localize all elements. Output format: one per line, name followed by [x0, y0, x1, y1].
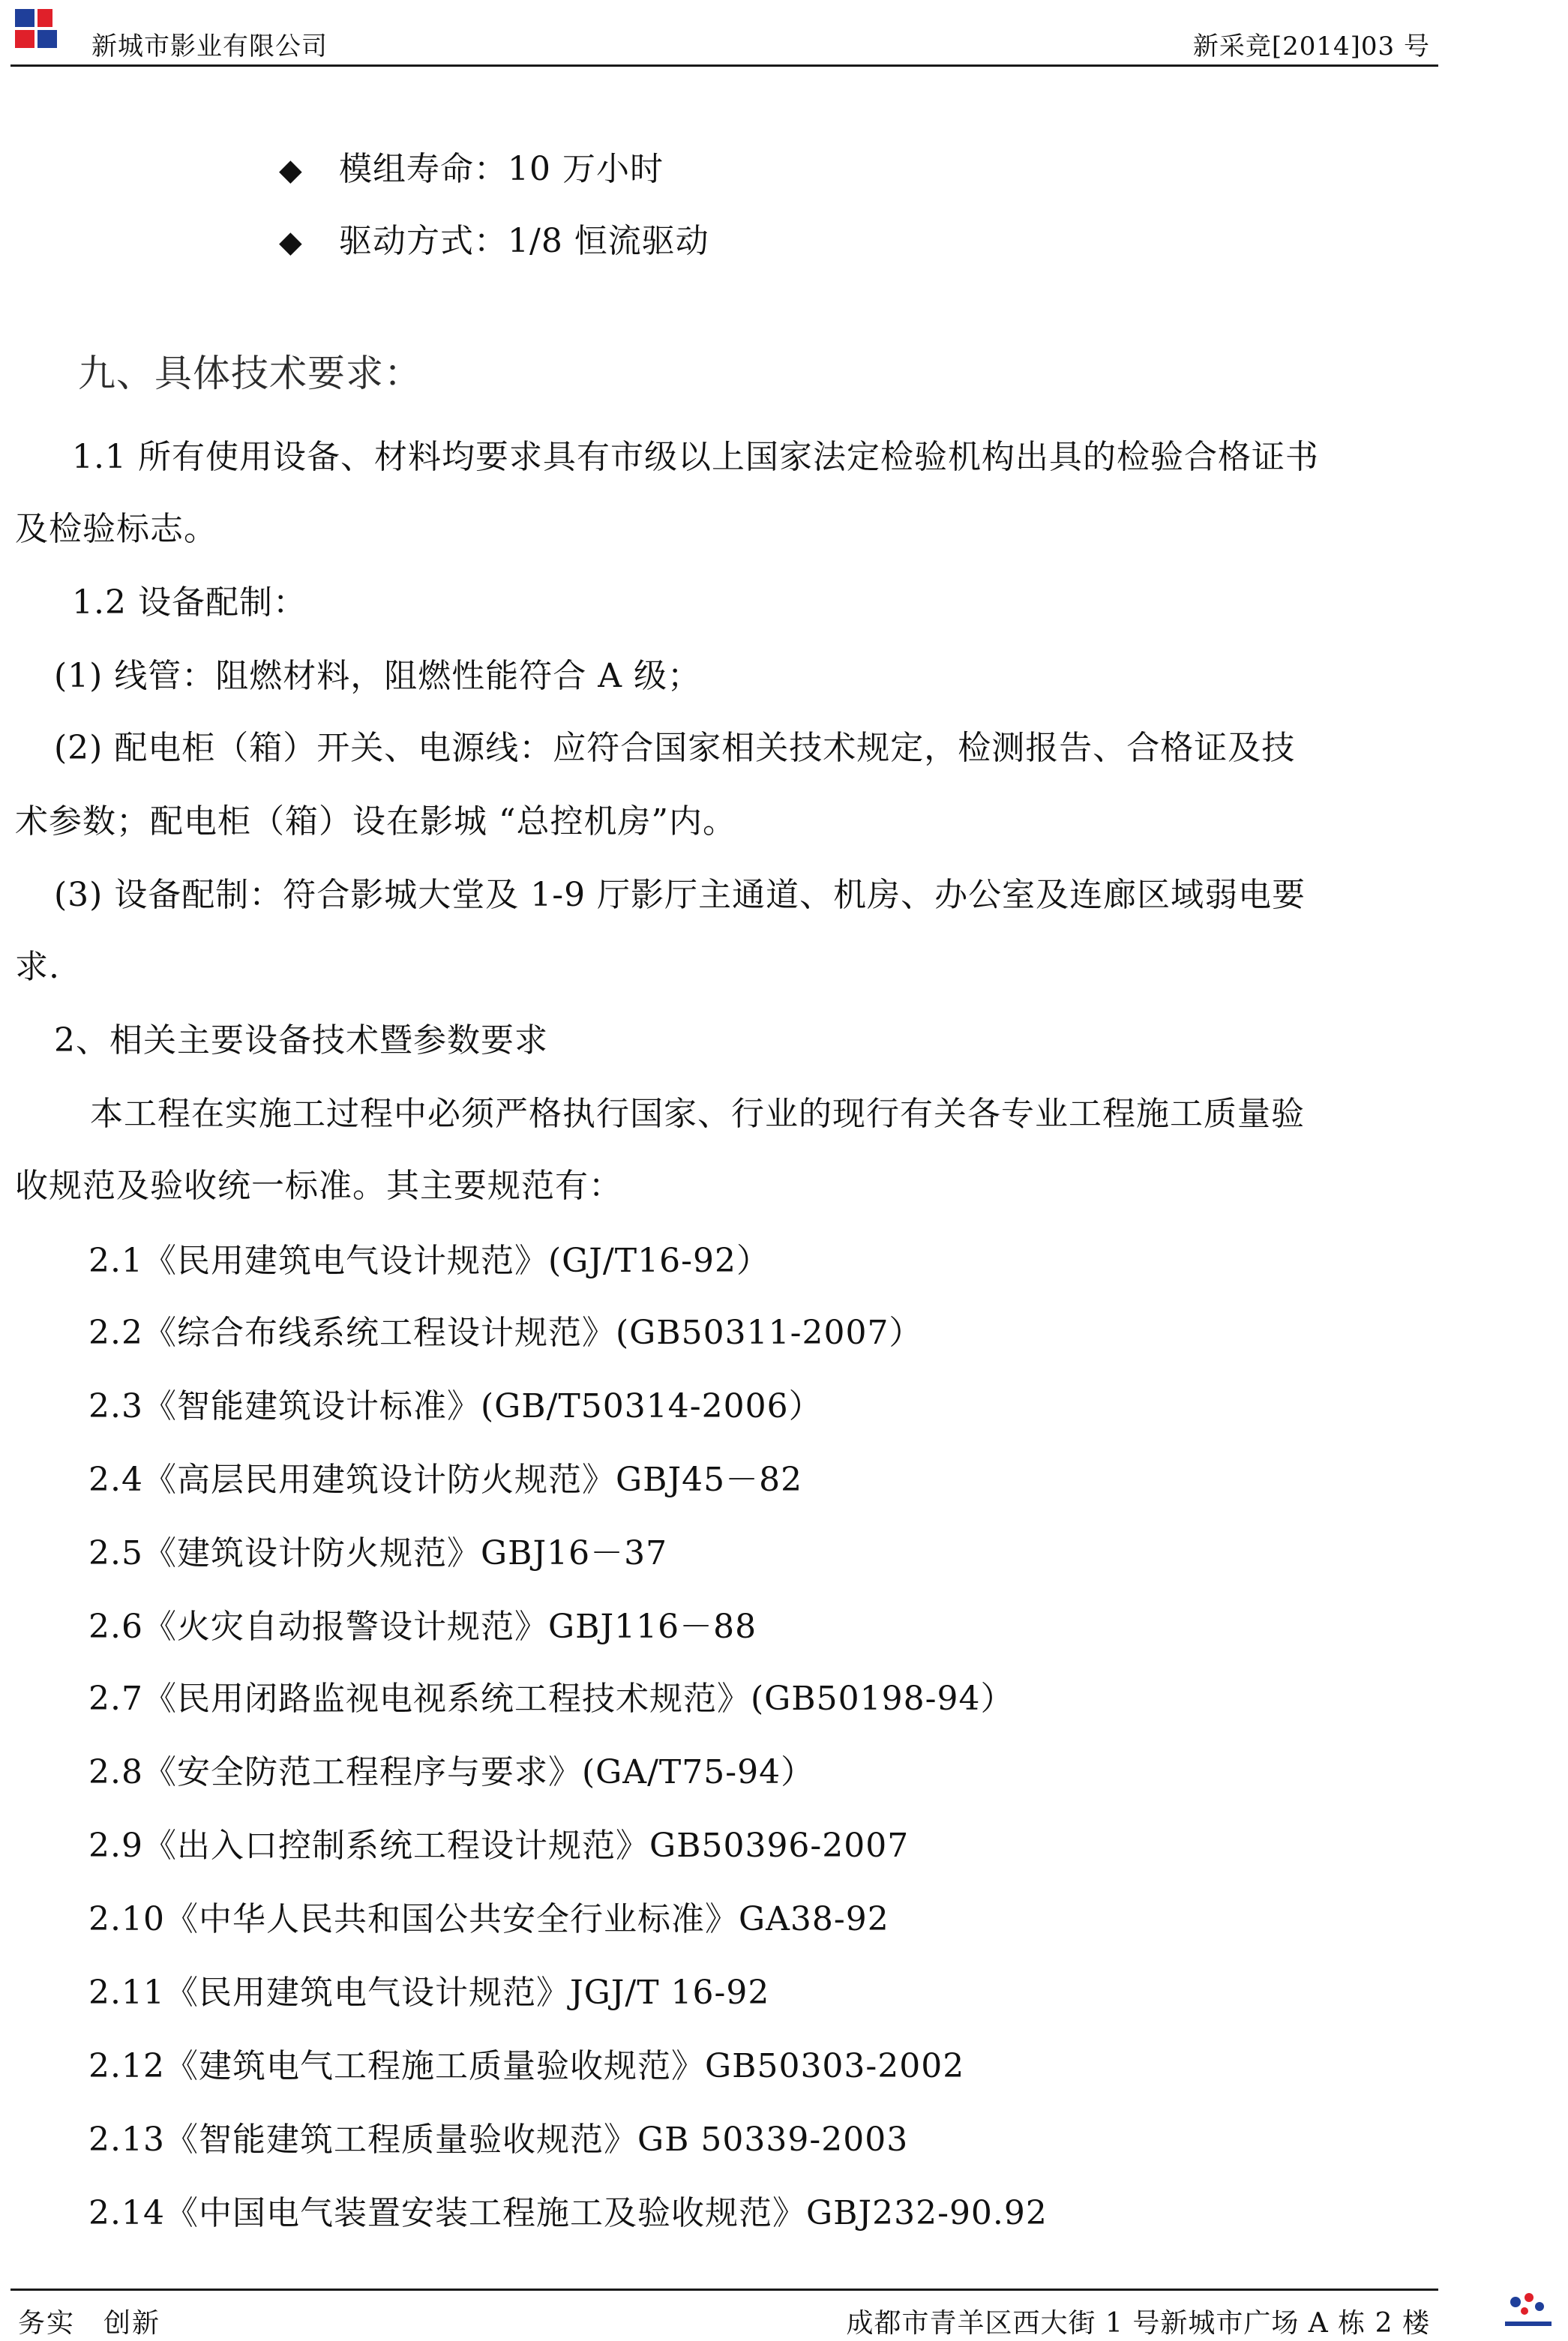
paragraph-1-1-cont: 及检验标志。: [15, 510, 217, 548]
diamond-bullet-icon: ◆: [279, 225, 303, 259]
footer-divider: [10, 2289, 1438, 2291]
standard-item: 2.4《高层民用建筑设计防火规范》GBJ45－82: [88, 1461, 803, 1499]
company-logo-icon: [10, 6, 69, 54]
standard-item: 2.11《民用建筑电气设计规范》JGJ/T 16-92: [88, 1974, 770, 2012]
section-title: 九、具体技术要求：: [78, 352, 422, 395]
header-company-name: 新城市影业有限公司: [91, 31, 328, 61]
bullet-item: [279, 150, 664, 190]
standard-item: 2.3《智能建筑设计标准》(GB/T50314-2006）: [88, 1387, 823, 1425]
list-item-3-cont: 求.: [15, 948, 60, 986]
standard-item: 2.1《民用建筑电气设计规范》(GJ/T16-92）: [88, 1242, 770, 1280]
paragraph-1-1: 1.1 所有使用设备、材料均要求具有市级以上国家法定检验机构出具的检验合格证书: [72, 438, 1319, 476]
list-item-3: (3) 设备配制：符合影城大堂及 1-9 厅影厅主通道、机房、办公室及连廊区域弱电要: [54, 876, 1306, 914]
standard-item: 2.6《火灾自动报警设计规范》GBJ116－88: [88, 1608, 757, 1646]
standard-item: 2.9《出入口控制系统工程设计规范》GB50396-2007: [88, 1827, 910, 1865]
header-divider: [10, 64, 1438, 67]
standard-item: 2.12《建筑电气工程施工质量验收规范》GB50303-2002: [88, 2047, 965, 2085]
bullet-text: 驱动方式：1/8 恒流驱动: [339, 222, 709, 260]
standard-item: 2.5《建筑设计防火规范》GBJ16－37: [88, 1534, 668, 1572]
list-item-2-cont: 术参数；配电柜（箱）设在影城 “总控机房”内。: [15, 802, 736, 841]
standard-item: 2.7《民用闭路监视电视系统工程技术规范》(GB50198-94）: [88, 1680, 1015, 1718]
bullet-text: 模组寿命：10 万小时: [339, 150, 664, 188]
list-item-1: (1) 线管：阻燃材料，阻燃性能符合 A 级；: [54, 657, 702, 695]
paragraph-1-2: 1.2 设备配制：: [72, 583, 307, 622]
diamond-bullet-icon: ◆: [279, 153, 303, 187]
footer-slogan: 务实 创新: [18, 2308, 161, 2339]
paragraph-2-intro: 本工程在实施工过程中必须严格执行国家、行业的现行有关各专业工程施工质量验: [90, 1095, 1305, 1133]
standard-item: 2.2《综合布线系统工程设计规范》(GB50311-2007）: [88, 1314, 923, 1352]
standard-item: 2.13《智能建筑工程质量验收规范》GB 50339-2003: [88, 2121, 909, 2159]
bullet-item: [279, 222, 709, 262]
footer-address: 成都市青羊区西大街 1 号新城市广场 A 栋 2 楼: [846, 2308, 1430, 2339]
header-document-number: 新采竞[2014]03 号: [1192, 31, 1430, 61]
cinema-watermark-icon: [1499, 2287, 1558, 2334]
list-item-2: (2) 配电柜（箱）开关、电源线：应符合国家相关技术规定，检测报告、合格证及技: [54, 729, 1296, 767]
standard-item: 2.14《中国电气装置安装工程施工及验收规范》GBJ232-90.92: [88, 2194, 1048, 2232]
standard-item: 2.10《中华人民共和国公共安全行业标准》GA38-92: [88, 1900, 889, 1938]
standard-item: 2.8《安全防范工程程序与要求》(GA/T75-94）: [88, 1753, 815, 1791]
paragraph-2: 2、相关主要设备技术暨参数要求: [54, 1021, 548, 1060]
paragraph-2-intro-cont: 收规范及验收统一标准。其主要规范有：: [15, 1167, 622, 1205]
